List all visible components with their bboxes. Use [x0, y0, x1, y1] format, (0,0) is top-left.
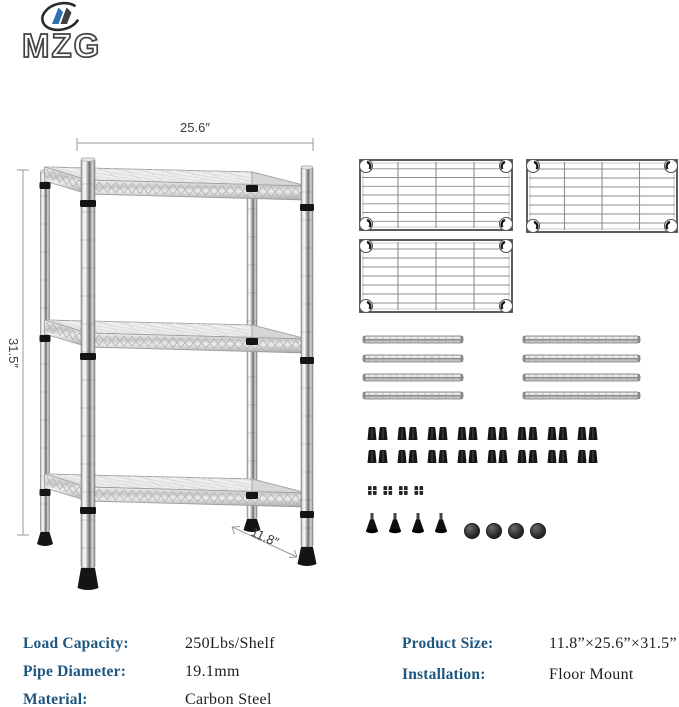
- height-label: 31.5″: [6, 338, 21, 368]
- width-dimension: [77, 120, 313, 151]
- pole-connector-part: [414, 486, 424, 495]
- parts-diagram: [350, 140, 679, 565]
- end-cap-part: [465, 524, 480, 539]
- leveling-foot-part: [435, 513, 447, 533]
- end-cap-part: [531, 524, 546, 539]
- spec-label: Installation:: [402, 666, 486, 683]
- pipe-part: [523, 374, 640, 381]
- spec-row-pipe-diameter: [23, 662, 353, 681]
- shelf-unit-svg: [0, 95, 350, 615]
- spec-label: Pipe Diameter:: [23, 663, 127, 680]
- end-cap-part: [487, 524, 502, 539]
- specs-left-column: [23, 634, 353, 707]
- spec-row-load-capacity: [23, 634, 353, 653]
- spec-label: Load Capacity:: [23, 635, 129, 652]
- front-left-pole: [81, 158, 95, 568]
- wire-shelf-top-view: [527, 160, 678, 233]
- shelf-unit-diagram: [0, 95, 350, 620]
- pipes-group: [363, 336, 640, 399]
- connectors-group: [368, 486, 424, 495]
- shelf-grids: [360, 160, 678, 313]
- pipe-part: [523, 336, 640, 343]
- spec-row-installation: [402, 665, 677, 684]
- depth-label: 11.8″: [248, 524, 282, 550]
- logo-m-blue: [52, 8, 63, 25]
- pipe-part: [363, 392, 463, 399]
- pole-connector-part: [368, 486, 378, 495]
- sleeves-group: [368, 427, 598, 463]
- pipe-part: [363, 355, 463, 362]
- pole-connector-part: [399, 486, 409, 495]
- pipe-part: [363, 374, 463, 381]
- height-dimension: [6, 170, 29, 535]
- logo-m-dark: [61, 8, 72, 25]
- pipe-part: [523, 392, 640, 399]
- spec-value: 250Lbs/Shelf: [185, 635, 275, 652]
- spec-value: 19.1mm: [185, 663, 240, 680]
- front-right-pole: [301, 166, 313, 547]
- depth-dimension: [232, 524, 297, 557]
- leveling-feet-group: [366, 513, 447, 533]
- spec-value: Floor Mount: [549, 666, 634, 683]
- specs-right-column: [402, 634, 677, 696]
- pole-feet: [37, 519, 317, 590]
- spec-row-material: [23, 690, 353, 707]
- pipe-part: [523, 355, 640, 362]
- pipe-part: [363, 336, 463, 343]
- logo-wordmark: MZG: [22, 27, 102, 64]
- brand-logo-svg: [15, 0, 125, 72]
- pole-connector-part: [383, 486, 393, 495]
- parts-svg: [350, 140, 679, 560]
- spec-value: Carbon Steel: [185, 691, 272, 707]
- leveling-foot-part: [412, 513, 424, 533]
- leveling-foot-part: [366, 513, 378, 533]
- end-cap-part: [509, 524, 524, 539]
- spec-value: 11.8”×25.6”×31.5”: [549, 635, 677, 652]
- width-label: 25.6″: [180, 120, 210, 135]
- spec-row-product-size: [402, 634, 677, 653]
- spec-label: Product Size:: [402, 635, 494, 652]
- brand-logo: [15, 0, 125, 77]
- wire-shelf-top-view: [360, 160, 513, 231]
- spec-label: Material:: [23, 691, 88, 707]
- leveling-foot-part: [389, 513, 401, 533]
- wire-shelf-top-view: [360, 240, 513, 313]
- end-caps-group: [465, 524, 546, 539]
